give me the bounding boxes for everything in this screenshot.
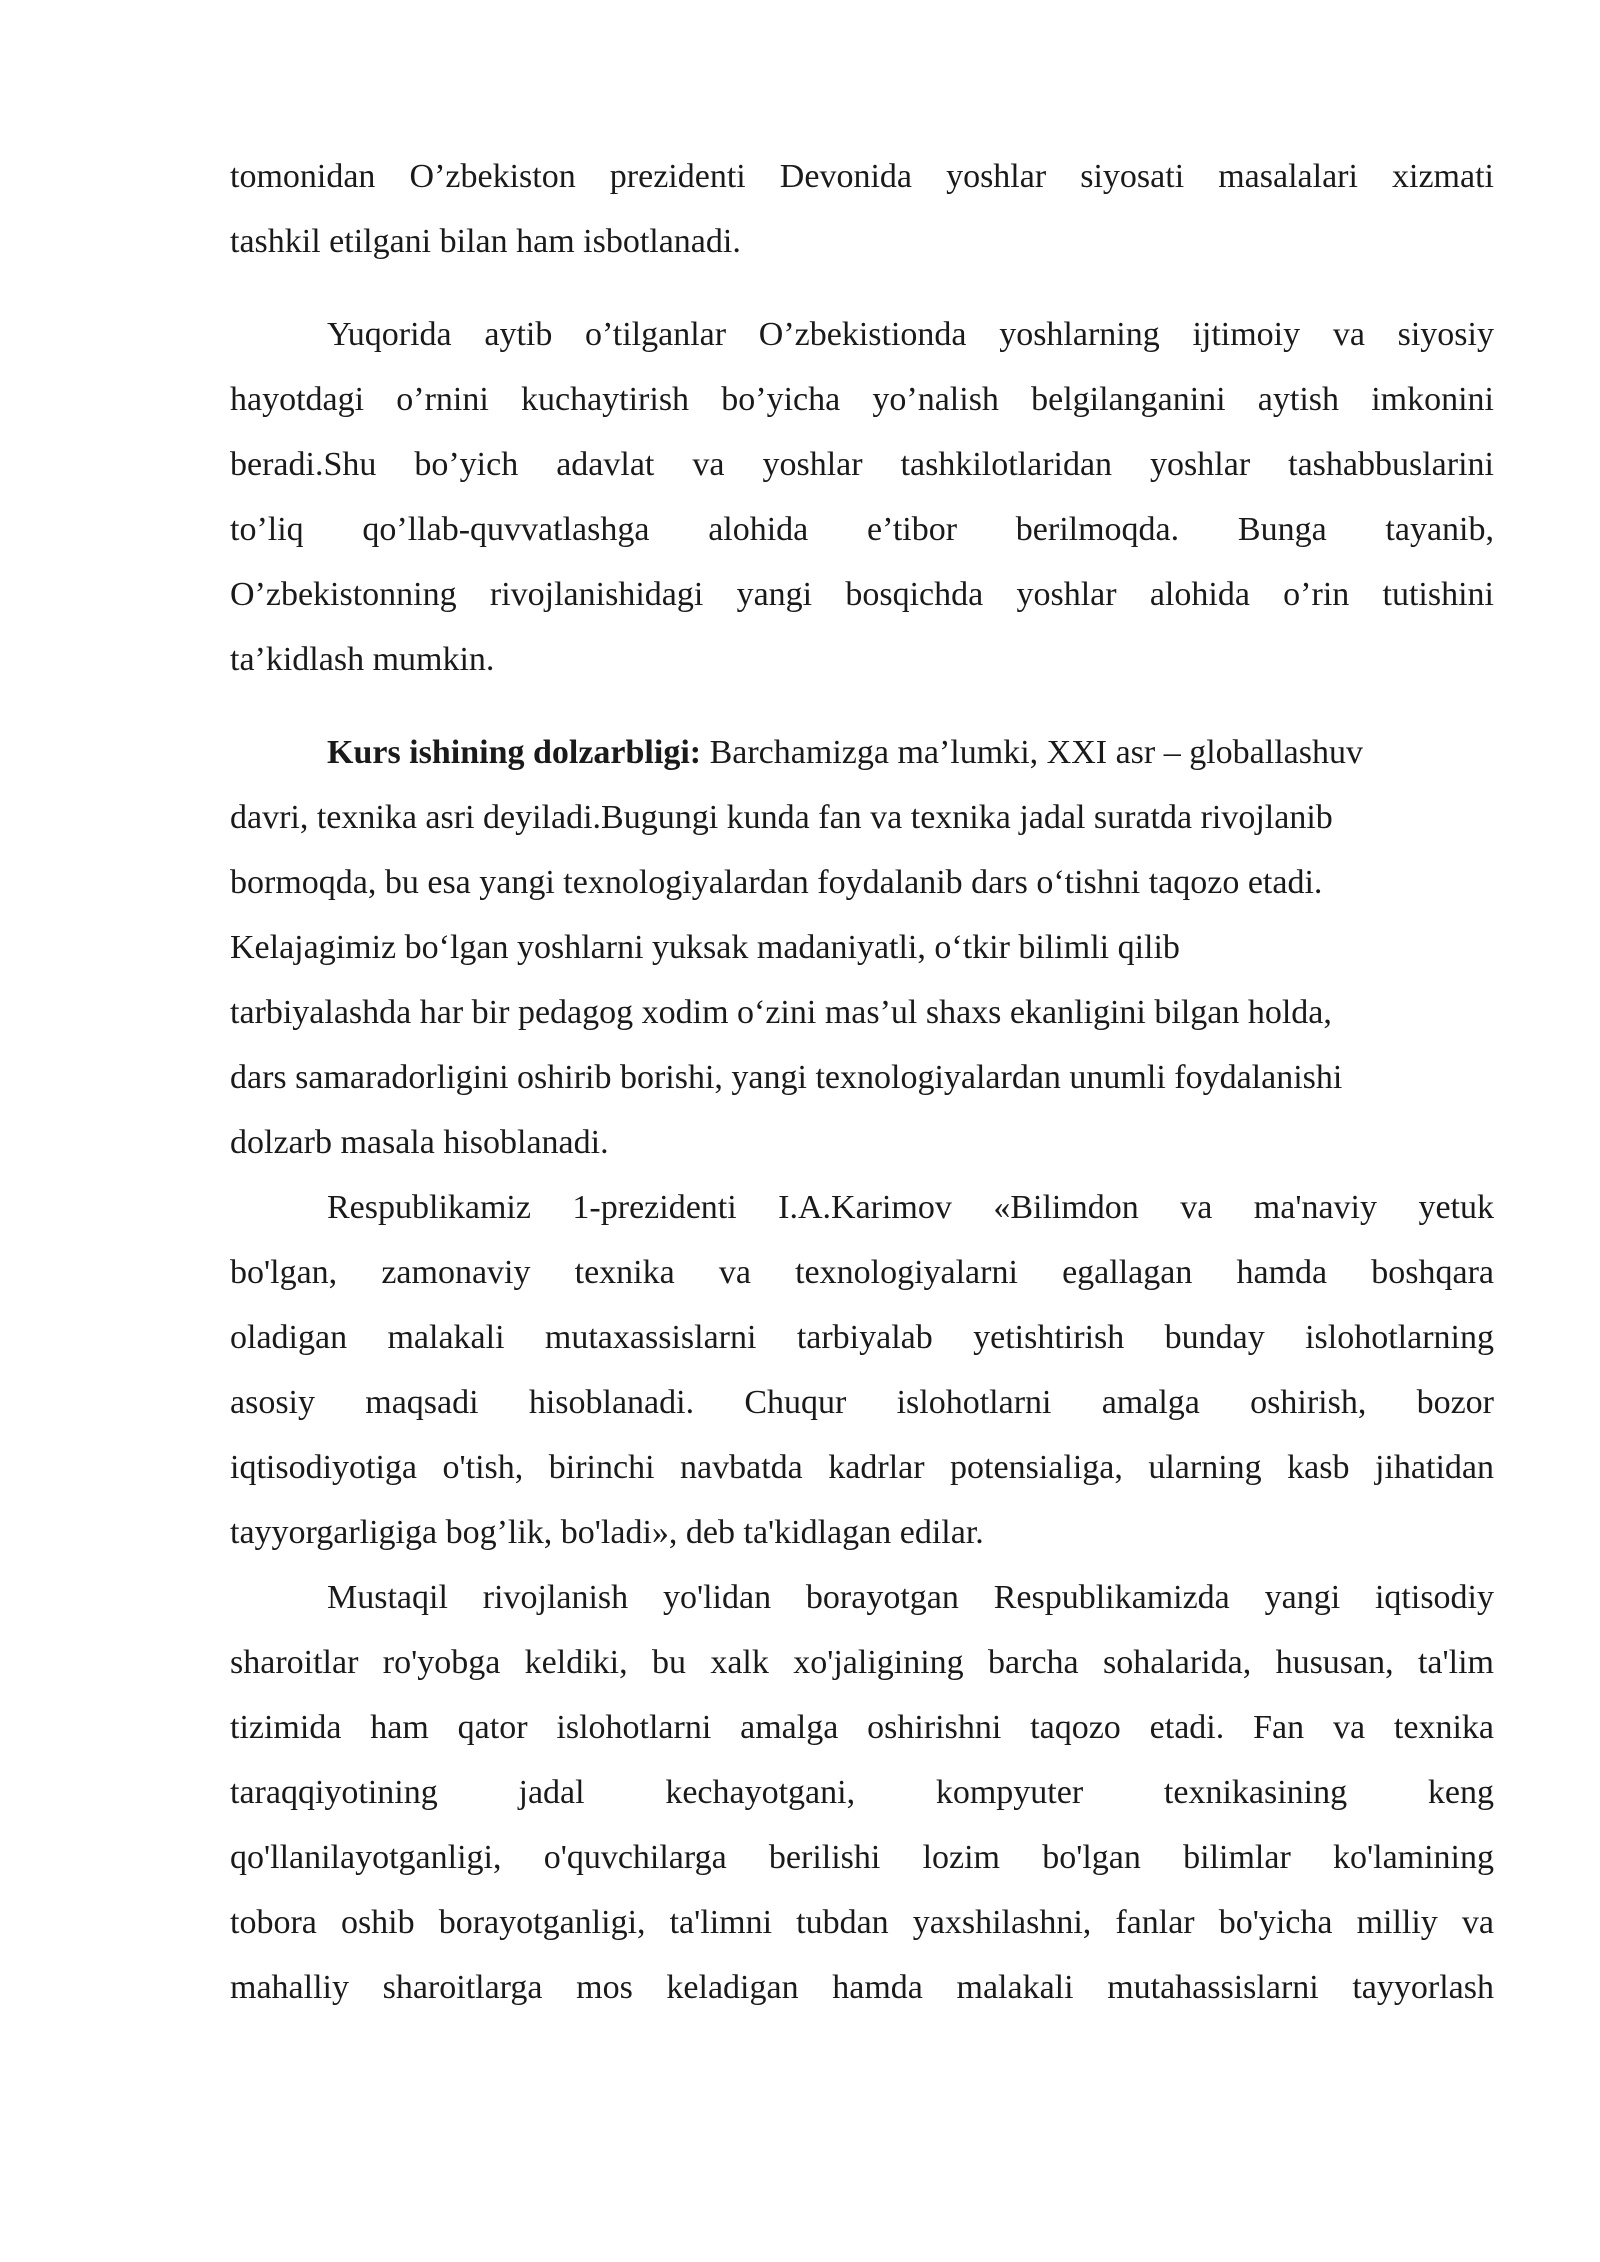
text-line: O’zbekistonning rivojlanishidagi yangi bosqichda yoshlar alohida o’rin tutishini <box>230 576 1494 613</box>
text-line: davri, texnika asri deyiladi.Bugungi kunda fan va texnika jadal suratda rivojlanib <box>230 799 1333 836</box>
text-line: ta’kidlash mumkin. <box>230 641 495 678</box>
text-line: tayyorgarligiga bog’lik, bo'ladi», deb ta'kidlagan edilar. <box>230 1514 984 1551</box>
text-line: tarbiyalashda har bir pedagog xodim oʻzini mas’ul shaxs ekanligini bilgan holda, <box>230 994 1332 1031</box>
text-line: Mustaqil rivojlanish yo'lidan borayotgan Respublikamizda yangi iqtisodiy <box>327 1579 1494 1616</box>
text-line: dars samaradorligini oshirib borishi, yangi texnologiyalardan unumli foydalanishi <box>230 1059 1343 1096</box>
text-line: beradi.Shu bo’yich adavlat va yoshlar tashkilotlaridan yoshlar tashabbuslarini <box>230 446 1494 483</box>
text-line: Kelajagimiz boʻlgan yoshlarni yuksak madaniyatli, oʻtkir bilimli qilib <box>230 929 1180 966</box>
text-line: tashkil etilgani bilan ham isbotlanadi. <box>230 223 741 260</box>
text-line: dolzarb masala hisoblanadi. <box>230 1124 609 1161</box>
text-line: hayotdagi o’rnini kuchaytirish bo’yicha yo’nalish belgilanganini aytish imkonini <box>230 381 1494 418</box>
text-line: sharoitlar ro'yobga keldiki, bu xalk xo'jaligining barcha sohalarida, hususan, ta'lim <box>230 1644 1494 1681</box>
text-line: Respublikamiz 1-prezidenti I.A.Karimov «Bilimdon va ma'naviy yetuk <box>327 1189 1494 1226</box>
text-line: bo'lgan, zamonaviy texnika va texnologiyalarni egallagan hamda boshqara <box>230 1254 1494 1291</box>
text-line: tizimida ham qator islohotlarni amalga oshirishni taqozo etadi. Fan va texnika <box>230 1709 1494 1746</box>
text-line: oladigan malakali mutaxassislarni tarbiyalab yetishtirish bunday islohotlarning <box>230 1319 1494 1356</box>
text-run: Barchamizga ma’lumki, XXI asr – globallashuv <box>701 734 1363 771</box>
text-line: to’liq qo’llab-quvvatlashga alohida e’tibor berilmoqda. Bunga tayanib, <box>230 511 1494 548</box>
text-line: tomonidan O’zbekiston prezidenti Devonida yoshlar siyosati masalalari xizmati <box>230 158 1494 195</box>
text-line: Yuqorida aytib o’tilganlar O’zbekistionda yoshlarning ijtimoiy va siyosiy <box>327 316 1494 353</box>
text-line: qo'llanilayotganligi, o'quvchilarga berilishi lozim bo'lgan bilimlar ko'lamining <box>230 1839 1494 1876</box>
text-line: iqtisodiyotiga o'tish, birinchi navbatda kadrlar potensialiga, ularning kasb jihatidan <box>230 1449 1494 1486</box>
text-line: taraqqiyotining jadal kechayotgani, kompyuter texnikasining keng <box>230 1774 1494 1811</box>
section-heading: Kurs ishining dolzarbligi: <box>327 734 702 771</box>
text-line: tobora oshib borayotganligi, ta'limni tubdan yaxshilashni, fanlar bo'yicha milliy va <box>230 1904 1494 1941</box>
text-line: bormoqda, bu esa yangi texnologiyalardan foydalanib dars oʻtishni taqozo etadi. <box>230 864 1323 901</box>
text-line: mahalliy sharoitlarga mos keladigan hamda malakali mutahassislarni tayyorlash <box>230 1969 1494 2006</box>
text-line: asosiy maqsadi hisoblanadi. Chuqur islohotlarni amalga oshirish, bozor <box>230 1384 1494 1421</box>
text-line <box>327 731 1494 775</box>
